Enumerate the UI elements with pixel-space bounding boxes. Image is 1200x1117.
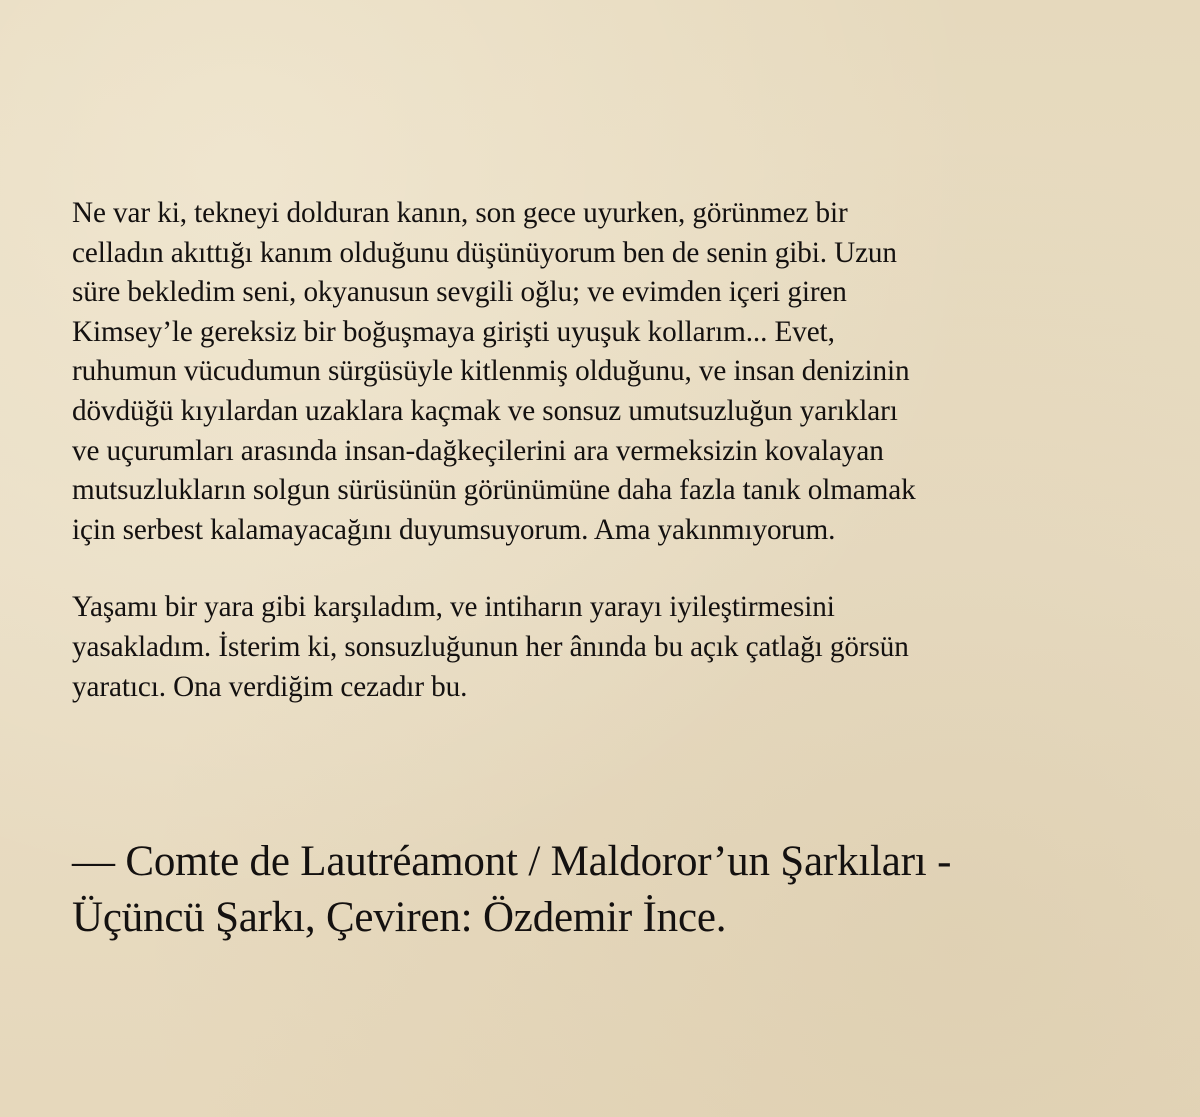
text-line: Ne var ki, tekneyi dolduran kanın, son gece uyurken, görünmez bir [72,197,848,229]
text-line: mutsuzlukların solgun sürüsünün görünümüne daha fazla tanık olmamak [72,474,916,507]
text-line: Yaşamı bir yara gibi karşıladım, ve intiharın yarayı iyileştirmesini [72,591,835,624]
text-line: dövdüğü kıyılardan uzaklara kaçmak ve sonsuz umutsuzluğun yarıkları [72,394,898,427]
text-line: ve uçurumları arasında insan-dağkeçilerini ara vermeksizin kovalayan [72,434,884,467]
quote-paragraph-1 [72,194,1162,550]
attribution-line: — Comte de Lautréamont / Maldoror’un Şarkıları - [72,838,952,885]
text-line: yasakladım. İsterim ki, sonsuzluğunun her ânında bu açık çatlağı görsün [72,630,909,663]
text-line: için serbest kalamayacağını duyumsuyorum. Ama yakınmıyorum. [72,513,836,546]
text-line: Kimsey’le gereksiz bir boğuşmaya girişti uyuşuk kollarım... Evet, [72,315,835,348]
text-line: süre bekledim seni, okyanusun sevgili oğlu; ve evimden içeri giren [72,276,847,309]
text-line: yaratıcı. Ona verdiğim cezadır bu. [72,670,468,703]
quote-paragraph-2 [72,588,1162,707]
text-line: ruhumun vücudumun sürgüsüyle kitlenmiş olduğunu, ve insan denizinin [72,355,910,388]
attribution-line: Üçüncü Şarkı, Çeviren: Özdemir İnce. [72,894,727,941]
quote-body [72,194,1162,707]
text-line: celladın akıttığı kanım olduğunu düşünüyorum ben de senin gibi. Uzun [72,236,897,269]
attribution [72,834,1182,946]
